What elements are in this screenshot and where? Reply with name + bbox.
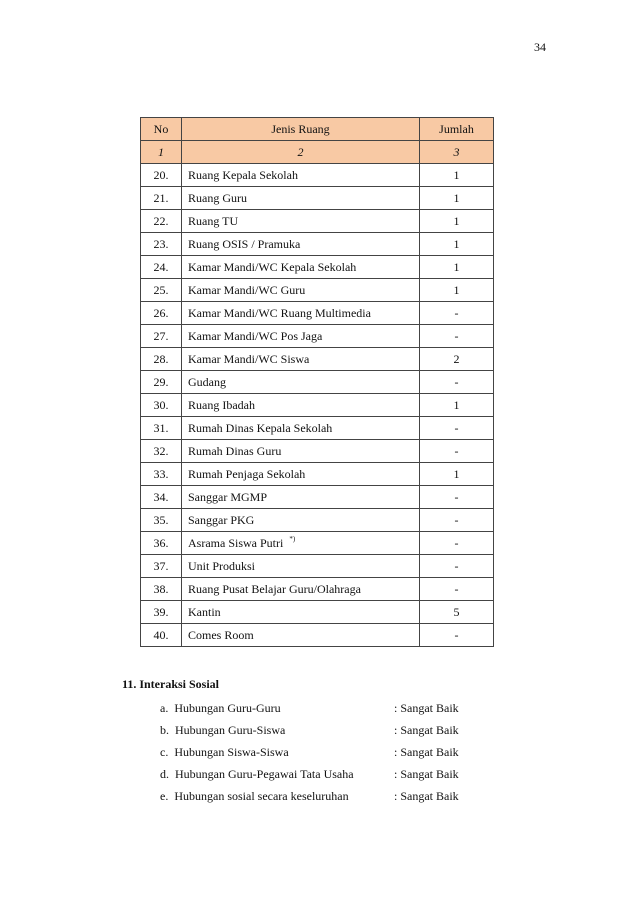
- row-room-name: [182, 279, 420, 302]
- room-name-text: Ruang Kepala Sekolah: [188, 167, 298, 182]
- room-name-text: Ruang Ibadah: [188, 397, 255, 412]
- row-count: -: [420, 532, 494, 555]
- row-room-name: [182, 187, 420, 210]
- room-name-text: Ruang Pusat Belajar Guru/Olahraga: [188, 581, 361, 596]
- row-room-name: [182, 302, 420, 325]
- section-title: 11. Interaksi Sosial: [122, 677, 220, 691]
- row-count: 2: [420, 348, 494, 371]
- row-number: 21.: [141, 187, 182, 210]
- item-label: b. Hubungan Guru-Siswa: [160, 722, 286, 737]
- header-row: [141, 118, 494, 141]
- room-name-text: Sanggar PKG: [188, 512, 255, 527]
- row-count: 1: [420, 256, 494, 279]
- row-number: 36.: [141, 532, 182, 555]
- row-count: -: [420, 486, 494, 509]
- footnote-marker: *): [289, 535, 296, 543]
- room-name-text: Rumah Penjaga Sekolah: [188, 466, 306, 481]
- item-label: d. Hubungan Guru-Pegawai Tata Usaha: [160, 766, 354, 781]
- page-number: 34: [534, 40, 546, 54]
- table-row: [141, 417, 494, 440]
- table-row: [141, 578, 494, 601]
- header-no: No: [141, 118, 182, 141]
- row-count: -: [420, 555, 494, 578]
- row-number: 24.: [141, 256, 182, 279]
- room-name-text: Sanggar MGMP: [188, 489, 268, 504]
- row-count: -: [420, 325, 494, 348]
- item-value: : Sangat Baik: [394, 744, 459, 759]
- row-room-name: [182, 555, 420, 578]
- room-name-text: Ruang TU: [188, 213, 239, 228]
- row-count: -: [420, 578, 494, 601]
- row-count: 1: [420, 164, 494, 187]
- room-name-text: Kamar Mandi/WC Pos Jaga: [188, 328, 323, 343]
- row-count: 1: [420, 463, 494, 486]
- row-room-name: [182, 509, 420, 532]
- room-name-text: Ruang OSIS / Pramuka: [188, 236, 301, 251]
- row-number: 27.: [141, 325, 182, 348]
- room-name-text: Gudang: [188, 374, 226, 389]
- table-body: [141, 164, 494, 647]
- index-3: 3: [420, 141, 494, 164]
- table-row: [141, 601, 494, 624]
- row-room-name: [182, 463, 420, 486]
- row-room-name: [182, 348, 420, 371]
- list-item: [160, 763, 459, 785]
- room-table: [140, 117, 494, 647]
- room-name-text: Kamar Mandi/WC Siswa: [188, 351, 310, 366]
- table-row: [141, 555, 494, 578]
- row-number: 20.: [141, 164, 182, 187]
- column-index-row: [141, 141, 494, 164]
- row-room-name: [182, 233, 420, 256]
- row-number: 23.: [141, 233, 182, 256]
- row-count: -: [420, 440, 494, 463]
- row-number: 39.: [141, 601, 182, 624]
- row-number: 33.: [141, 463, 182, 486]
- index-2: 2: [182, 141, 420, 164]
- row-room-name: [182, 371, 420, 394]
- row-number: 40.: [141, 624, 182, 647]
- list-item: [160, 785, 459, 807]
- row-number: 32.: [141, 440, 182, 463]
- row-count: -: [420, 509, 494, 532]
- row-number: 31.: [141, 417, 182, 440]
- row-number: 28.: [141, 348, 182, 371]
- item-value: : Sangat Baik: [394, 766, 459, 781]
- row-room-name: [182, 325, 420, 348]
- row-number: 34.: [141, 486, 182, 509]
- item-value: : Sangat Baik: [394, 722, 459, 737]
- table-row: [141, 256, 494, 279]
- list-item: [160, 741, 459, 763]
- interaksi-sosial-section: [122, 677, 459, 807]
- room-name-text: Kamar Mandi/WC Guru: [188, 282, 306, 297]
- row-count: 5: [420, 601, 494, 624]
- item-value: : Sangat Baik: [394, 788, 459, 803]
- room-name-text: Kamar Mandi/WC Kepala Sekolah: [188, 259, 357, 274]
- row-number: 30.: [141, 394, 182, 417]
- list-item: [160, 719, 459, 741]
- row-room-name: [182, 578, 420, 601]
- row-number: 35.: [141, 509, 182, 532]
- room-name-text: Kantin: [188, 604, 221, 619]
- item-label: c. Hubungan Siswa-Siswa: [160, 744, 289, 759]
- table-row: [141, 440, 494, 463]
- row-count: 1: [420, 210, 494, 233]
- room-name-text: Unit Produksi: [188, 558, 256, 573]
- row-room-name: [182, 532, 420, 555]
- table-row: [141, 486, 494, 509]
- row-room-name: [182, 440, 420, 463]
- table-row: [141, 233, 494, 256]
- row-count: 1: [420, 394, 494, 417]
- row-room-name: [182, 210, 420, 233]
- interaction-list: [160, 697, 459, 807]
- row-number: 37.: [141, 555, 182, 578]
- row-number: 22.: [141, 210, 182, 233]
- row-number: 29.: [141, 371, 182, 394]
- table-row: [141, 532, 494, 555]
- header-jumlah: Jumlah: [420, 118, 494, 141]
- row-count: 1: [420, 187, 494, 210]
- table-header: [141, 118, 494, 164]
- row-room-name: [182, 394, 420, 417]
- row-count: -: [420, 302, 494, 325]
- row-number: 25.: [141, 279, 182, 302]
- table-row: [141, 187, 494, 210]
- item-label: a. Hubungan Guru-Guru: [160, 700, 281, 715]
- row-number: 26.: [141, 302, 182, 325]
- table-row: [141, 164, 494, 187]
- row-count: -: [420, 624, 494, 647]
- row-room-name: [182, 601, 420, 624]
- list-item: [160, 697, 459, 719]
- item-value: : Sangat Baik: [394, 700, 459, 715]
- row-room-name: [182, 256, 420, 279]
- table-row: [141, 348, 494, 371]
- row-count: -: [420, 417, 494, 440]
- table-row: [141, 509, 494, 532]
- room-name-text: Kamar Mandi/WC Ruang Multimedia: [188, 305, 371, 320]
- row-room-name: [182, 164, 420, 187]
- table-row: [141, 371, 494, 394]
- header-jenis-ruang: Jenis Ruang: [182, 118, 420, 141]
- row-number: 38.: [141, 578, 182, 601]
- table-row: [141, 463, 494, 486]
- table-row: [141, 210, 494, 233]
- room-name-text: Asrama Siswa Putri: [188, 536, 284, 550]
- room-name-text: Rumah Dinas Guru: [188, 443, 282, 458]
- row-room-name: [182, 486, 420, 509]
- row-count: 1: [420, 233, 494, 256]
- row-room-name: [182, 417, 420, 440]
- table-row: [141, 325, 494, 348]
- table-row: [141, 394, 494, 417]
- index-1: 1: [141, 141, 182, 164]
- room-name-text: Comes Room: [188, 627, 254, 642]
- row-count: 1: [420, 279, 494, 302]
- room-name-text: Rumah Dinas Kepala Sekolah: [188, 420, 333, 435]
- table-row: [141, 279, 494, 302]
- table-row: [141, 624, 494, 647]
- row-count: -: [420, 371, 494, 394]
- row-room-name: [182, 624, 420, 647]
- room-name-text: Ruang Guru: [188, 190, 247, 205]
- item-label: e. Hubungan sosial secara keseluruhan: [160, 788, 349, 803]
- table-row: [141, 302, 494, 325]
